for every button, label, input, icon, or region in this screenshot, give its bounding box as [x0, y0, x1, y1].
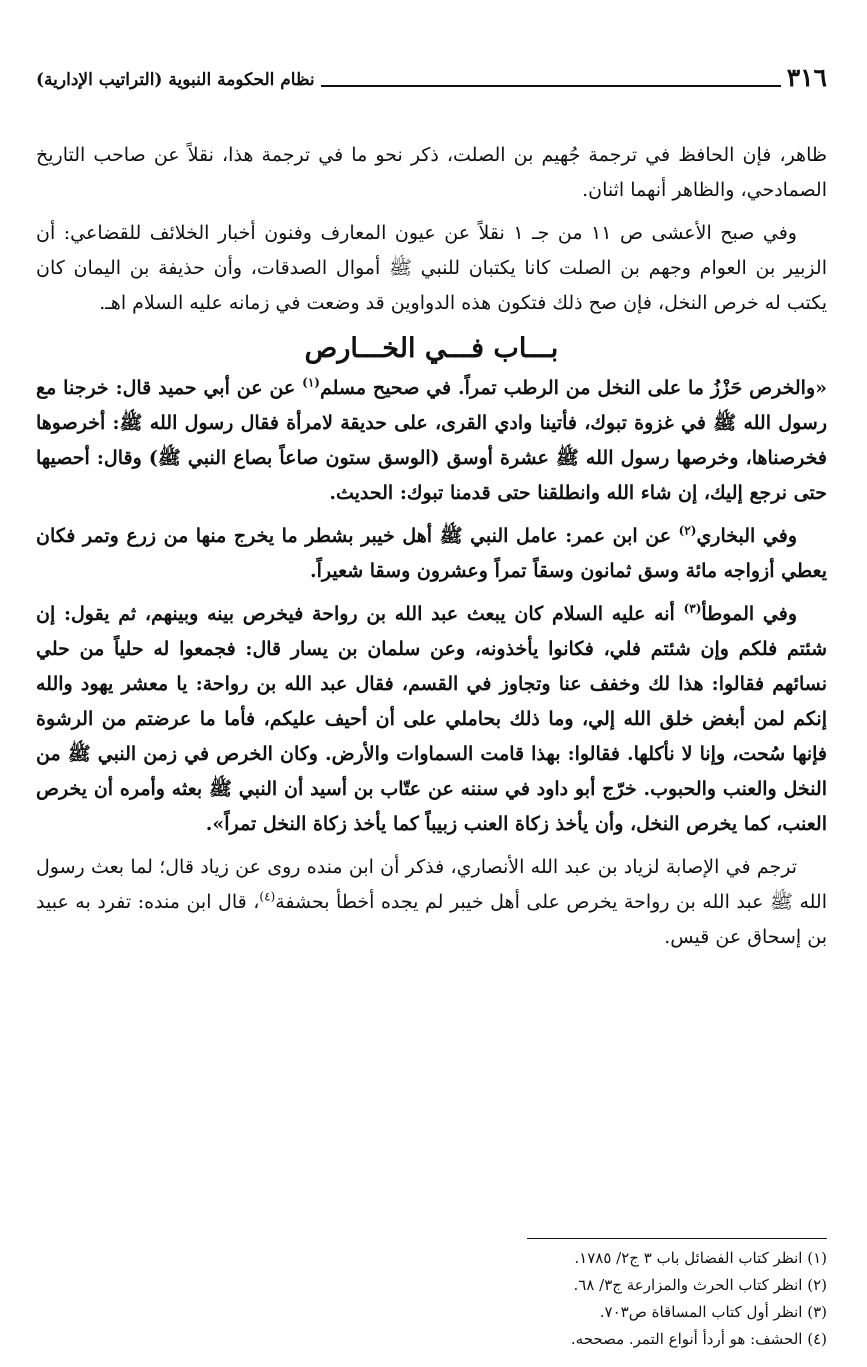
footnote-rule	[527, 1238, 827, 1239]
page-number: ٣١٦	[786, 63, 827, 92]
paragraph-text: وفي الموطأ	[701, 603, 797, 625]
footnote-ref: (١)	[302, 375, 320, 390]
quoted-paragraph	[36, 371, 827, 511]
footnote: (٣) انظر أول كتاب المساقاة ص٧٠٣.	[599, 1303, 827, 1321]
footnote-ref: (٤)	[259, 889, 276, 904]
footnote-ref: (٢)	[678, 523, 697, 538]
footnote: (٢) انظر كتاب الحرث والمزارعة ج٣/ ٦٨.	[573, 1276, 827, 1294]
paragraph-text: ترجم في الإصابة لزياد بن عبد الله الأنصاري، فذكر أن ابن منده روى عن زياد قال؛ لما بعث رسول الله ﷺ عبد الله بن رواحة يخرص على أهل خيبر لم يجده أخطأ بحشفة	[36, 856, 827, 913]
header-rule	[321, 85, 781, 87]
footnote-ref: (٣)	[683, 601, 702, 616]
paragraph-text: عن عن أبي حميد قال: خرجنا مع رسول الله ﷺ في غزوة تبوك، فأتينا وادي القرى، على حديقة لامرأة فقال رسول الله ﷺ: أخرصوها فخرصناها، وخرصها رسول الله ﷺ عشرة أوسق (الوسق ستون صاعاً بصاع النبي ﷺ) وقال: أحصيها حتى نرجع إليك، إن شاء الله وانطلقنا حتى قدمنا تبوك: الحديث.	[36, 377, 827, 504]
paragraph	[36, 850, 827, 955]
paragraph-text: أنه عليه السلام كان يبعث عبد الله بن رواحة فيخرص بينه وبينهم، ثم يقول: إن شئتم فلكم وإن شئتم فلي، فكانوا يأخذونه، وعن سلمان بن يسار قال: فجمعوا له حلياً من حلي نسائهم فقالوا: هذا لك وخفف عنا وتجاوز في القسم، فقال عبد الله بن رواحة: يا معشر يهود والله إنكم لمن أبغض خلق الله إلي، وما ذلك بحاملي على أن أحيف عليكم، فأما ما عرضتم من الرشوة فإنها سُحت، وإنا لا نأكلها. فقالوا: بهذا قامت السماوات والأرض. وكان الخرص في زمن النبي ﷺ من النخل والعنب والحبوب. خرّج أبو داود في سننه عن عتّاب بن أسيد أن النبي ﷺ بعثه وأمره أن يخرص العنب، كما يخرص النخل، وأن يأخذ زكاة العنب زبيباً كما يأخذ زكاة النخل تمراً».	[36, 603, 827, 835]
paragraph-text: «والخرص حَزْزُ ما على النخل من الرطب تمراً. في صحيح مسلم	[319, 377, 828, 399]
running-title: نظام الحكومة النبوية (التراتيب الإدارية)	[36, 70, 315, 90]
footnotes	[36, 1238, 827, 1353]
paragraph-text: عن ابن عمر: عامل النبي ﷺ أهل خيبر بشطر ما يخرج منها من زرع وتمر فكان يعطي أزواجه مائة وسق ثمانون وسقاً تمراً وعشرون وسقا شعيراً.	[36, 525, 827, 582]
footnote: (١) انظر كتاب الفضائل باب ٣ ج٢/ ١٧٨٥.	[574, 1249, 827, 1267]
paragraph-text: ، قال ابن منده: تفرد به عبيد بن إسحاق عن قيس.	[36, 891, 827, 948]
main-text	[36, 138, 827, 955]
footnote: (٤) الحشف: هو أردأ أنواع التمر. مصححه.	[570, 1330, 827, 1348]
quoted-paragraph	[36, 597, 827, 842]
paragraph-text: وفي البخاري	[696, 525, 797, 547]
quoted-paragraph	[36, 519, 827, 589]
running-header	[36, 58, 827, 92]
paragraph: وفي صبح الأعشى ص ١١ من جـ ١ نقلاً عن عيون المعارف وفنون أخبار الخلائف للقضاعي: أن الزبير بن العوام وجهم بن الصلت كانا يكتبان للنبي ﷺ أموال الصدقات، وأن حذيفة بن اليمان كان يكتب له خرص النخل، فإن صح ذلك فتكون هذه الدواوين قد وضعت في زمانه عليه السلام اهـ.	[36, 222, 827, 314]
chapter-title: بـــاب فـــي الخـــارص	[304, 333, 559, 364]
paragraph: ظاهر، فإن الحافظ في ترجمة جُهيم بن الصلت، ذكر نحو ما في ترجمة هذا، نقلاً عن صاحب التاريخ الصمادحي، والظاهر أنهما اثنان.	[36, 144, 827, 201]
